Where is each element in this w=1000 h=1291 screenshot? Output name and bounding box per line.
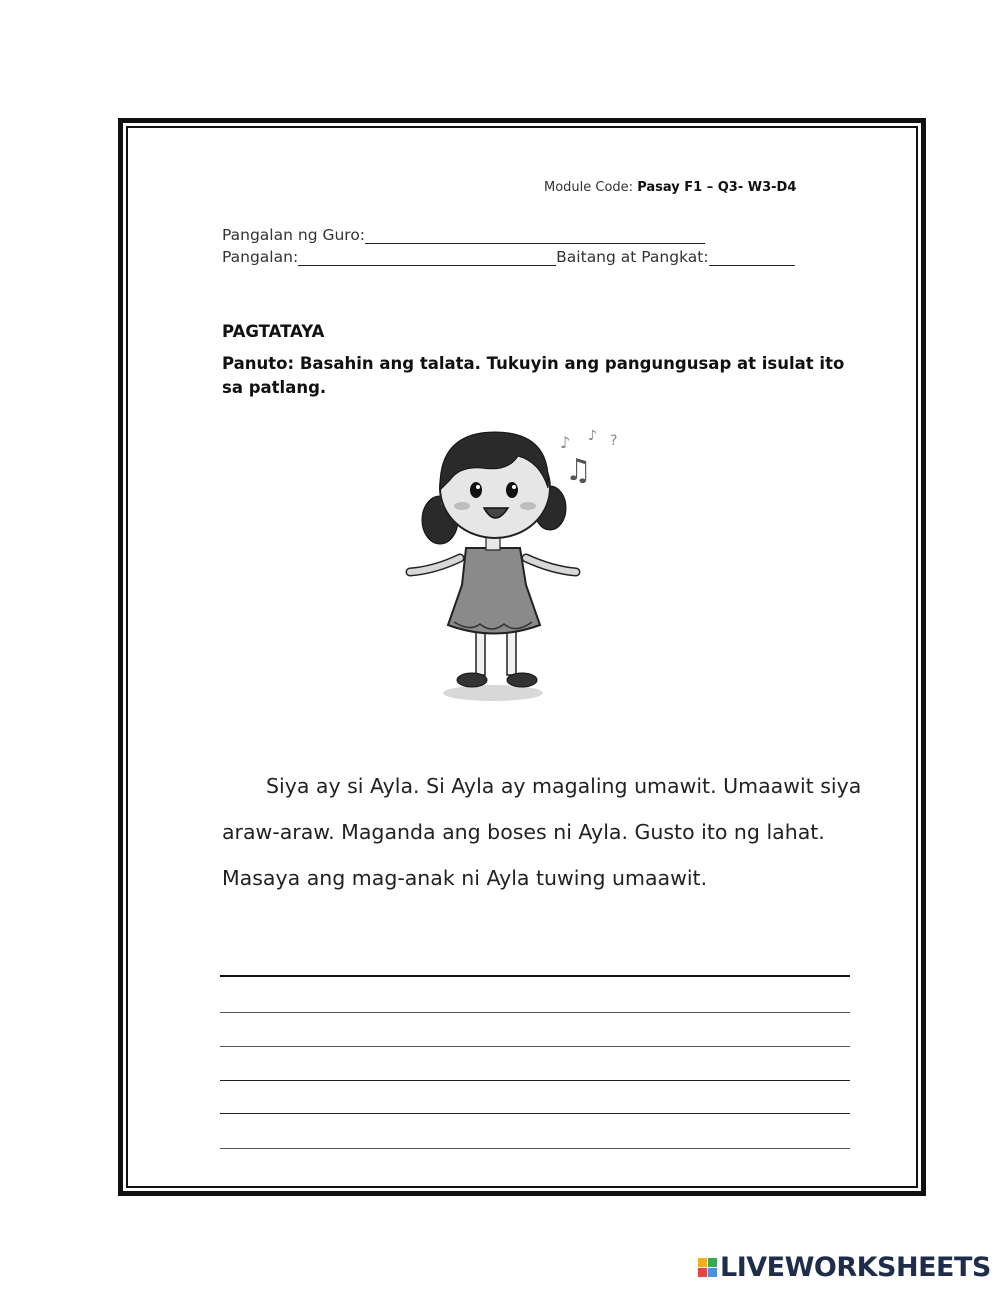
svg-text:♪: ♪ [560,433,571,452]
answer-line-1[interactable] [220,975,850,977]
answer-line-5[interactable] [220,1113,850,1114]
teacher-name-field [222,226,705,244]
svg-text:♫: ♫ [565,453,592,488]
liveworksheets-badge-icon [698,1258,717,1277]
reading-passage [222,763,862,901]
answer-line-4[interactable] [220,1080,850,1081]
answer-line-6[interactable] [220,1148,850,1149]
music-notes-icon [560,428,617,488]
liveworksheets-logo-text: LIVEWORKSHEETS [720,1252,991,1283]
badge-square-icon [698,1268,707,1277]
module-code [544,180,796,195]
passage-text: Siya ay si Ayla. Si Ayla ay magaling umawit. Umaawit siya araw-araw. Maganda ang boses ni Ayla. Gusto ito ng lahat. Masaya ang mag-anak ni Ayla tuwing umaawit. [222,774,862,890]
grade-section-blank[interactable] [709,251,795,266]
svg-text:♪: ♪ [588,428,597,444]
grade-section-label: Baitang at Pangkat: [556,248,709,266]
module-code-label: Module Code: [544,180,634,195]
module-code-value: Pasay F1 – Q3- W3-D4 [637,180,797,195]
teacher-name-label: Pangalan ng Guro: [222,226,366,244]
svg-text:?: ? [610,433,618,449]
liveworksheets-logo [698,1252,991,1283]
teacher-name-blank[interactable] [365,229,705,244]
answer-line-3[interactable] [220,1046,850,1047]
directions-text: Panuto: Basahin ang talata. Tukuyin ang pangungusap at isulat ito sa patlang. [222,354,845,397]
badge-square-icon [698,1258,707,1267]
student-name-blank[interactable] [298,251,556,266]
section-title: PAGTATAYA [222,322,325,341]
student-name-label: Pangalan: [222,248,299,266]
badge-square-icon [708,1258,717,1267]
singing-girl-illustration [390,410,640,705]
student-name-field [222,248,795,266]
answer-line-2[interactable] [220,1012,850,1013]
badge-square-icon [708,1268,717,1277]
